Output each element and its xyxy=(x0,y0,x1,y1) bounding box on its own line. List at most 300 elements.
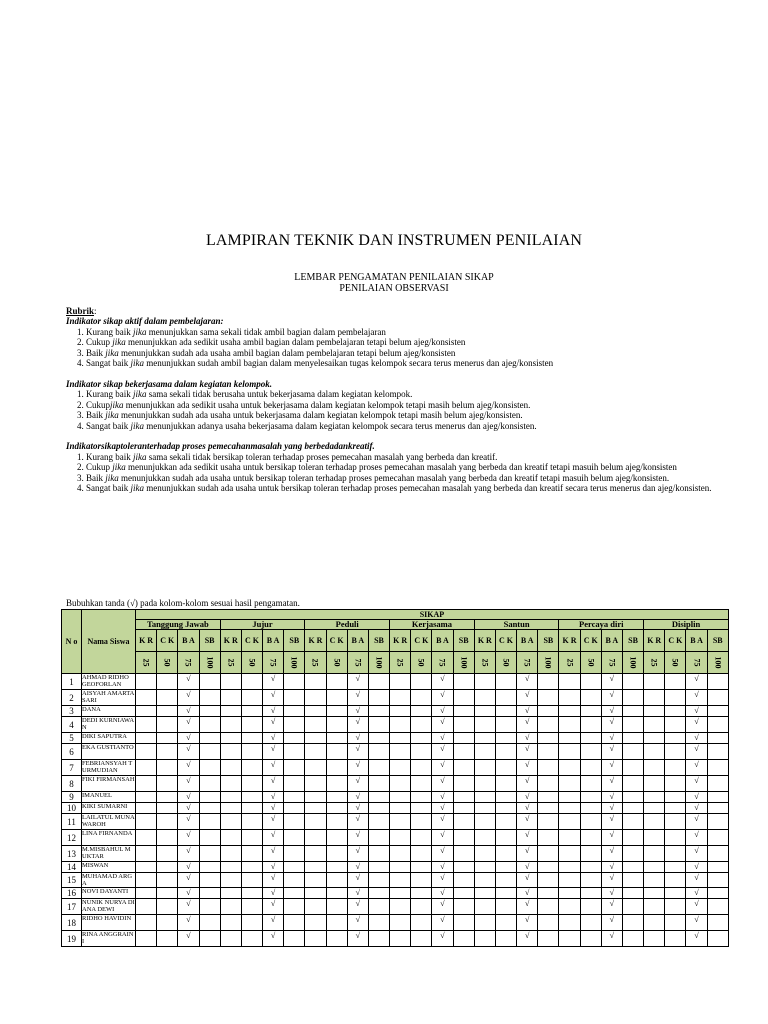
assessment-cell[interactable] xyxy=(495,744,516,760)
assessment-cell[interactable] xyxy=(580,814,601,830)
assessment-cell[interactable] xyxy=(305,873,326,888)
assessment-cell[interactable] xyxy=(453,862,474,873)
assessment-cell[interactable] xyxy=(665,830,686,846)
assessment-cell[interactable] xyxy=(178,744,199,760)
assessment-cell[interactable] xyxy=(601,862,622,873)
assessment-cell[interactable] xyxy=(136,803,157,814)
assessment-cell[interactable] xyxy=(368,814,389,830)
assessment-cell[interactable] xyxy=(495,915,516,931)
assessment-cell[interactable] xyxy=(263,733,284,744)
assessment-cell[interactable] xyxy=(199,931,220,947)
assessment-cell[interactable] xyxy=(390,931,411,947)
assessment-cell[interactable] xyxy=(686,674,707,690)
assessment-cell[interactable] xyxy=(199,690,220,706)
assessment-cell[interactable] xyxy=(368,846,389,862)
assessment-cell[interactable] xyxy=(178,706,199,717)
assessment-cell[interactable] xyxy=(347,888,368,899)
assessment-cell[interactable] xyxy=(580,776,601,792)
assessment-cell[interactable] xyxy=(644,899,665,915)
assessment-cell[interactable] xyxy=(157,846,178,862)
assessment-cell[interactable] xyxy=(517,803,538,814)
assessment-cell[interactable] xyxy=(305,931,326,947)
assessment-cell[interactable] xyxy=(474,674,495,690)
assessment-cell[interactable] xyxy=(686,931,707,947)
assessment-cell[interactable] xyxy=(644,717,665,733)
assessment-cell[interactable] xyxy=(601,717,622,733)
assessment-cell[interactable] xyxy=(622,830,643,846)
assessment-cell[interactable] xyxy=(517,873,538,888)
assessment-cell[interactable] xyxy=(453,690,474,706)
assessment-cell[interactable] xyxy=(305,899,326,915)
assessment-cell[interactable] xyxy=(665,733,686,744)
assessment-cell[interactable] xyxy=(347,830,368,846)
assessment-cell[interactable] xyxy=(199,674,220,690)
assessment-cell[interactable] xyxy=(474,792,495,803)
assessment-cell[interactable] xyxy=(284,776,305,792)
assessment-cell[interactable] xyxy=(686,846,707,862)
assessment-cell[interactable] xyxy=(368,862,389,873)
assessment-cell[interactable] xyxy=(601,776,622,792)
assessment-cell[interactable] xyxy=(580,846,601,862)
assessment-cell[interactable] xyxy=(686,776,707,792)
assessment-cell[interactable] xyxy=(601,899,622,915)
assessment-cell[interactable] xyxy=(559,862,580,873)
assessment-cell[interactable] xyxy=(411,803,432,814)
assessment-cell[interactable] xyxy=(495,830,516,846)
assessment-cell[interactable] xyxy=(453,733,474,744)
assessment-cell[interactable] xyxy=(305,814,326,830)
assessment-cell[interactable] xyxy=(644,760,665,776)
assessment-cell[interactable] xyxy=(665,899,686,915)
assessment-cell[interactable] xyxy=(601,830,622,846)
assessment-cell[interactable] xyxy=(707,776,728,792)
assessment-cell[interactable] xyxy=(263,674,284,690)
assessment-cell[interactable] xyxy=(580,706,601,717)
assessment-cell[interactable] xyxy=(559,706,580,717)
assessment-cell[interactable] xyxy=(559,814,580,830)
assessment-cell[interactable] xyxy=(665,931,686,947)
assessment-cell[interactable] xyxy=(707,814,728,830)
assessment-cell[interactable] xyxy=(665,690,686,706)
assessment-cell[interactable] xyxy=(601,873,622,888)
assessment-cell[interactable] xyxy=(686,888,707,899)
assessment-cell[interactable] xyxy=(326,830,347,846)
assessment-cell[interactable] xyxy=(686,706,707,717)
assessment-cell[interactable] xyxy=(326,690,347,706)
assessment-cell[interactable] xyxy=(220,931,241,947)
assessment-cell[interactable] xyxy=(453,873,474,888)
assessment-cell[interactable] xyxy=(284,706,305,717)
assessment-cell[interactable] xyxy=(368,733,389,744)
assessment-cell[interactable] xyxy=(220,733,241,744)
assessment-cell[interactable] xyxy=(368,717,389,733)
assessment-cell[interactable] xyxy=(644,706,665,717)
assessment-cell[interactable] xyxy=(432,888,453,899)
assessment-cell[interactable] xyxy=(368,803,389,814)
assessment-cell[interactable] xyxy=(580,931,601,947)
assessment-cell[interactable] xyxy=(538,760,559,776)
assessment-cell[interactable] xyxy=(644,873,665,888)
assessment-cell[interactable] xyxy=(453,744,474,760)
assessment-cell[interactable] xyxy=(220,873,241,888)
assessment-cell[interactable] xyxy=(686,862,707,873)
assessment-cell[interactable] xyxy=(580,915,601,931)
assessment-cell[interactable] xyxy=(559,873,580,888)
assessment-cell[interactable] xyxy=(495,803,516,814)
assessment-cell[interactable] xyxy=(601,690,622,706)
assessment-cell[interactable] xyxy=(411,862,432,873)
assessment-cell[interactable] xyxy=(241,776,262,792)
assessment-cell[interactable] xyxy=(707,830,728,846)
assessment-cell[interactable] xyxy=(622,776,643,792)
assessment-cell[interactable] xyxy=(284,899,305,915)
assessment-cell[interactable] xyxy=(199,888,220,899)
assessment-cell[interactable] xyxy=(390,846,411,862)
assessment-cell[interactable] xyxy=(157,915,178,931)
assessment-cell[interactable] xyxy=(157,830,178,846)
assessment-cell[interactable] xyxy=(665,717,686,733)
assessment-cell[interactable] xyxy=(284,846,305,862)
assessment-cell[interactable] xyxy=(474,814,495,830)
assessment-cell[interactable] xyxy=(347,862,368,873)
assessment-cell[interactable] xyxy=(517,899,538,915)
assessment-cell[interactable] xyxy=(559,792,580,803)
assessment-cell[interactable] xyxy=(347,733,368,744)
assessment-cell[interactable] xyxy=(220,744,241,760)
assessment-cell[interactable] xyxy=(644,846,665,862)
assessment-cell[interactable] xyxy=(136,744,157,760)
assessment-cell[interactable] xyxy=(178,846,199,862)
assessment-cell[interactable] xyxy=(601,674,622,690)
assessment-cell[interactable] xyxy=(601,803,622,814)
assessment-cell[interactable] xyxy=(284,873,305,888)
assessment-cell[interactable] xyxy=(305,706,326,717)
assessment-cell[interactable] xyxy=(622,674,643,690)
assessment-cell[interactable] xyxy=(707,690,728,706)
assessment-cell[interactable] xyxy=(559,760,580,776)
assessment-cell[interactable] xyxy=(432,803,453,814)
assessment-cell[interactable] xyxy=(622,862,643,873)
assessment-cell[interactable] xyxy=(538,744,559,760)
assessment-cell[interactable] xyxy=(474,915,495,931)
assessment-cell[interactable] xyxy=(559,915,580,931)
assessment-cell[interactable] xyxy=(665,814,686,830)
assessment-cell[interactable] xyxy=(284,830,305,846)
assessment-cell[interactable] xyxy=(347,915,368,931)
assessment-cell[interactable] xyxy=(411,744,432,760)
assessment-cell[interactable] xyxy=(390,830,411,846)
assessment-cell[interactable] xyxy=(368,931,389,947)
assessment-cell[interactable] xyxy=(707,733,728,744)
assessment-cell[interactable] xyxy=(707,760,728,776)
assessment-cell[interactable] xyxy=(580,792,601,803)
assessment-cell[interactable] xyxy=(686,803,707,814)
assessment-cell[interactable] xyxy=(432,830,453,846)
assessment-cell[interactable] xyxy=(622,792,643,803)
assessment-cell[interactable] xyxy=(136,706,157,717)
assessment-cell[interactable] xyxy=(157,706,178,717)
assessment-cell[interactable] xyxy=(136,674,157,690)
assessment-cell[interactable] xyxy=(644,814,665,830)
assessment-cell[interactable] xyxy=(305,760,326,776)
assessment-cell[interactable] xyxy=(178,814,199,830)
assessment-cell[interactable] xyxy=(622,733,643,744)
assessment-cell[interactable] xyxy=(474,899,495,915)
assessment-cell[interactable] xyxy=(707,915,728,931)
assessment-cell[interactable] xyxy=(220,776,241,792)
assessment-cell[interactable] xyxy=(622,690,643,706)
assessment-cell[interactable] xyxy=(390,776,411,792)
assessment-cell[interactable] xyxy=(241,717,262,733)
assessment-cell[interactable] xyxy=(157,776,178,792)
assessment-cell[interactable] xyxy=(199,733,220,744)
assessment-cell[interactable] xyxy=(157,888,178,899)
assessment-cell[interactable] xyxy=(178,862,199,873)
assessment-cell[interactable] xyxy=(136,830,157,846)
assessment-cell[interactable] xyxy=(326,846,347,862)
assessment-cell[interactable] xyxy=(136,814,157,830)
assessment-cell[interactable] xyxy=(644,733,665,744)
assessment-cell[interactable] xyxy=(601,706,622,717)
assessment-cell[interactable] xyxy=(390,803,411,814)
assessment-cell[interactable] xyxy=(495,846,516,862)
assessment-cell[interactable] xyxy=(305,674,326,690)
assessment-cell[interactable] xyxy=(305,862,326,873)
assessment-cell[interactable] xyxy=(622,744,643,760)
assessment-cell[interactable] xyxy=(432,674,453,690)
assessment-cell[interactable] xyxy=(411,733,432,744)
assessment-cell[interactable] xyxy=(453,803,474,814)
assessment-cell[interactable] xyxy=(263,690,284,706)
assessment-cell[interactable] xyxy=(453,717,474,733)
assessment-cell[interactable] xyxy=(305,915,326,931)
assessment-cell[interactable] xyxy=(263,717,284,733)
assessment-cell[interactable] xyxy=(411,899,432,915)
assessment-cell[interactable] xyxy=(517,915,538,931)
assessment-cell[interactable] xyxy=(326,760,347,776)
assessment-cell[interactable] xyxy=(284,803,305,814)
assessment-cell[interactable] xyxy=(347,744,368,760)
assessment-cell[interactable] xyxy=(241,915,262,931)
assessment-cell[interactable] xyxy=(368,915,389,931)
assessment-cell[interactable] xyxy=(665,776,686,792)
assessment-cell[interactable] xyxy=(495,690,516,706)
assessment-cell[interactable] xyxy=(241,830,262,846)
assessment-cell[interactable] xyxy=(707,862,728,873)
assessment-cell[interactable] xyxy=(347,674,368,690)
assessment-cell[interactable] xyxy=(474,744,495,760)
assessment-cell[interactable] xyxy=(453,899,474,915)
assessment-cell[interactable] xyxy=(305,888,326,899)
assessment-cell[interactable] xyxy=(707,803,728,814)
assessment-cell[interactable] xyxy=(411,814,432,830)
assessment-cell[interactable] xyxy=(199,899,220,915)
assessment-cell[interactable] xyxy=(241,846,262,862)
assessment-cell[interactable] xyxy=(538,674,559,690)
assessment-cell[interactable] xyxy=(686,814,707,830)
assessment-cell[interactable] xyxy=(241,931,262,947)
assessment-cell[interactable] xyxy=(474,888,495,899)
assessment-cell[interactable] xyxy=(347,760,368,776)
assessment-cell[interactable] xyxy=(220,706,241,717)
assessment-cell[interactable] xyxy=(136,792,157,803)
assessment-cell[interactable] xyxy=(411,792,432,803)
assessment-cell[interactable] xyxy=(263,760,284,776)
assessment-cell[interactable] xyxy=(199,873,220,888)
assessment-cell[interactable] xyxy=(580,862,601,873)
assessment-cell[interactable] xyxy=(474,862,495,873)
assessment-cell[interactable] xyxy=(305,690,326,706)
assessment-cell[interactable] xyxy=(305,717,326,733)
assessment-cell[interactable] xyxy=(136,846,157,862)
assessment-cell[interactable] xyxy=(474,760,495,776)
assessment-cell[interactable] xyxy=(495,873,516,888)
assessment-cell[interactable] xyxy=(178,690,199,706)
assessment-cell[interactable] xyxy=(178,899,199,915)
assessment-cell[interactable] xyxy=(453,846,474,862)
assessment-cell[interactable] xyxy=(580,760,601,776)
assessment-cell[interactable] xyxy=(220,915,241,931)
assessment-cell[interactable] xyxy=(580,888,601,899)
assessment-cell[interactable] xyxy=(411,690,432,706)
assessment-cell[interactable] xyxy=(707,717,728,733)
assessment-cell[interactable] xyxy=(559,931,580,947)
assessment-cell[interactable] xyxy=(665,674,686,690)
assessment-cell[interactable] xyxy=(644,792,665,803)
assessment-cell[interactable] xyxy=(368,674,389,690)
assessment-cell[interactable] xyxy=(665,803,686,814)
assessment-cell[interactable] xyxy=(665,706,686,717)
assessment-cell[interactable] xyxy=(517,931,538,947)
assessment-cell[interactable] xyxy=(390,814,411,830)
assessment-cell[interactable] xyxy=(347,814,368,830)
assessment-cell[interactable] xyxy=(559,899,580,915)
assessment-cell[interactable] xyxy=(453,760,474,776)
assessment-cell[interactable] xyxy=(390,862,411,873)
assessment-cell[interactable] xyxy=(305,744,326,760)
assessment-cell[interactable] xyxy=(157,744,178,760)
assessment-cell[interactable] xyxy=(453,915,474,931)
assessment-cell[interactable] xyxy=(707,846,728,862)
assessment-cell[interactable] xyxy=(559,674,580,690)
assessment-cell[interactable] xyxy=(707,674,728,690)
assessment-cell[interactable] xyxy=(368,873,389,888)
assessment-cell[interactable] xyxy=(559,776,580,792)
assessment-cell[interactable] xyxy=(644,862,665,873)
assessment-cell[interactable] xyxy=(157,862,178,873)
assessment-cell[interactable] xyxy=(686,717,707,733)
assessment-cell[interactable] xyxy=(178,830,199,846)
assessment-cell[interactable] xyxy=(453,674,474,690)
assessment-cell[interactable] xyxy=(538,899,559,915)
assessment-cell[interactable] xyxy=(263,931,284,947)
assessment-cell[interactable] xyxy=(474,733,495,744)
assessment-cell[interactable] xyxy=(220,717,241,733)
assessment-cell[interactable] xyxy=(390,744,411,760)
assessment-cell[interactable] xyxy=(686,873,707,888)
assessment-cell[interactable] xyxy=(157,792,178,803)
assessment-cell[interactable] xyxy=(559,744,580,760)
assessment-cell[interactable] xyxy=(601,814,622,830)
assessment-cell[interactable] xyxy=(644,744,665,760)
assessment-cell[interactable] xyxy=(136,899,157,915)
assessment-cell[interactable] xyxy=(432,690,453,706)
assessment-cell[interactable] xyxy=(368,792,389,803)
assessment-cell[interactable] xyxy=(559,888,580,899)
assessment-cell[interactable] xyxy=(538,776,559,792)
assessment-cell[interactable] xyxy=(644,674,665,690)
assessment-cell[interactable] xyxy=(326,706,347,717)
assessment-cell[interactable] xyxy=(495,733,516,744)
assessment-cell[interactable] xyxy=(453,814,474,830)
assessment-cell[interactable] xyxy=(686,830,707,846)
assessment-cell[interactable] xyxy=(157,717,178,733)
assessment-cell[interactable] xyxy=(495,760,516,776)
assessment-cell[interactable] xyxy=(644,888,665,899)
assessment-cell[interactable] xyxy=(390,760,411,776)
assessment-cell[interactable] xyxy=(326,674,347,690)
assessment-cell[interactable] xyxy=(601,888,622,899)
assessment-cell[interactable] xyxy=(601,760,622,776)
assessment-cell[interactable] xyxy=(263,846,284,862)
assessment-cell[interactable] xyxy=(686,733,707,744)
assessment-cell[interactable] xyxy=(178,760,199,776)
assessment-cell[interactable] xyxy=(622,706,643,717)
assessment-cell[interactable] xyxy=(136,717,157,733)
assessment-cell[interactable] xyxy=(601,792,622,803)
assessment-cell[interactable] xyxy=(284,931,305,947)
assessment-cell[interactable] xyxy=(263,776,284,792)
assessment-cell[interactable] xyxy=(538,873,559,888)
assessment-cell[interactable] xyxy=(347,803,368,814)
assessment-cell[interactable] xyxy=(241,899,262,915)
assessment-cell[interactable] xyxy=(241,803,262,814)
assessment-cell[interactable] xyxy=(686,744,707,760)
assessment-cell[interactable] xyxy=(390,888,411,899)
assessment-cell[interactable] xyxy=(136,733,157,744)
assessment-cell[interactable] xyxy=(517,862,538,873)
assessment-cell[interactable] xyxy=(220,792,241,803)
assessment-cell[interactable] xyxy=(305,830,326,846)
assessment-cell[interactable] xyxy=(136,915,157,931)
assessment-cell[interactable] xyxy=(136,873,157,888)
assessment-cell[interactable] xyxy=(263,803,284,814)
assessment-cell[interactable] xyxy=(199,814,220,830)
assessment-cell[interactable] xyxy=(368,888,389,899)
assessment-cell[interactable] xyxy=(580,830,601,846)
assessment-cell[interactable] xyxy=(157,814,178,830)
assessment-cell[interactable] xyxy=(559,803,580,814)
assessment-cell[interactable] xyxy=(580,674,601,690)
assessment-cell[interactable] xyxy=(220,830,241,846)
assessment-cell[interactable] xyxy=(199,792,220,803)
assessment-cell[interactable] xyxy=(220,862,241,873)
assessment-cell[interactable] xyxy=(136,862,157,873)
assessment-cell[interactable] xyxy=(241,706,262,717)
assessment-cell[interactable] xyxy=(178,803,199,814)
assessment-cell[interactable] xyxy=(136,888,157,899)
assessment-cell[interactable] xyxy=(517,814,538,830)
assessment-cell[interactable] xyxy=(601,733,622,744)
assessment-cell[interactable] xyxy=(157,760,178,776)
assessment-cell[interactable] xyxy=(644,803,665,814)
assessment-cell[interactable] xyxy=(432,814,453,830)
assessment-cell[interactable] xyxy=(559,717,580,733)
assessment-cell[interactable] xyxy=(517,760,538,776)
assessment-cell[interactable] xyxy=(326,814,347,830)
assessment-cell[interactable] xyxy=(305,792,326,803)
assessment-cell[interactable] xyxy=(241,888,262,899)
